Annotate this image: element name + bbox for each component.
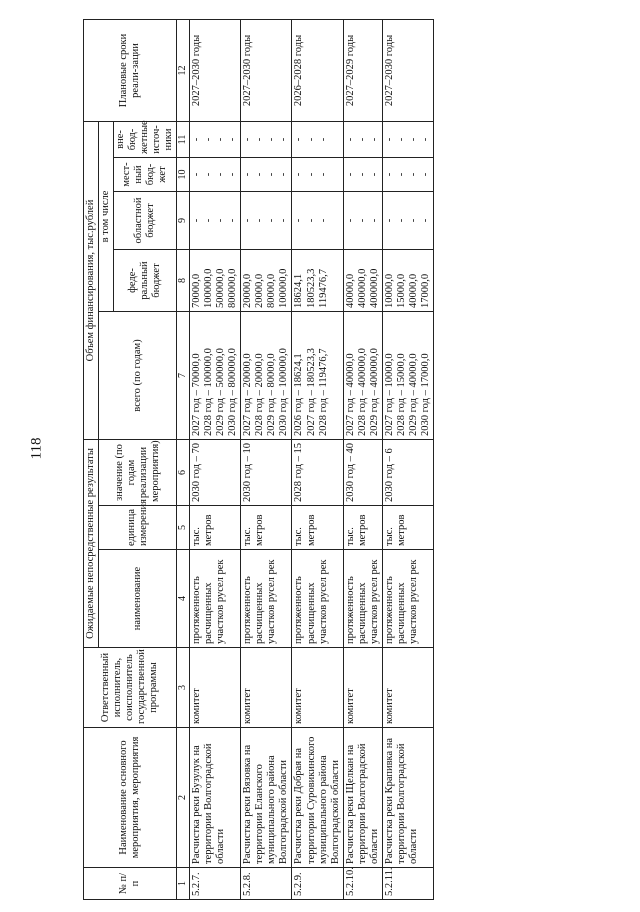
header-incl: в том числе xyxy=(99,121,114,311)
row-total-line: 2028 год – 20000,0 xyxy=(254,353,266,436)
col-number: 9 xyxy=(177,192,190,250)
row-extra xyxy=(382,121,433,157)
row-extra-line: - xyxy=(395,137,407,142)
row-unit: тыс. метров xyxy=(241,506,292,550)
col-number: 2 xyxy=(177,728,190,868)
row-value: 2030 год – 40 xyxy=(343,440,382,506)
row-total-line: 2028 год – 15000,0 xyxy=(395,353,407,436)
table-body xyxy=(189,19,433,899)
header-extra: вне-бюд-жетные источ-ники xyxy=(114,121,177,157)
row-total-line: 2030 год – 100000,0 xyxy=(278,348,290,436)
header-indicator: наименование xyxy=(99,550,177,648)
row-federal-line: 40000,0 xyxy=(408,273,419,308)
header-federal: феде-ральный бюджет xyxy=(114,250,177,312)
row-value: 2030 год – 6 xyxy=(382,440,433,506)
row-extra-line: - xyxy=(278,137,290,142)
rotated-table-area xyxy=(83,20,603,900)
row-federal-line: 80000,0 xyxy=(266,273,278,308)
row-regional-line: - xyxy=(242,218,254,223)
row-regional-line: - xyxy=(305,218,317,223)
row-total-line: 2029 год – 500000,0 xyxy=(215,348,227,436)
row-extra-line: - xyxy=(408,137,419,142)
row-indicator: протяженность расчищенных участков русел рек xyxy=(382,550,433,648)
row-federal-line: 500000,0 xyxy=(215,268,227,308)
row-executor: комитет xyxy=(292,648,343,728)
row-regional xyxy=(382,192,433,250)
row-local xyxy=(343,158,382,192)
row-local-line: - xyxy=(190,172,202,177)
row-local-line: - xyxy=(408,172,419,177)
row-federal xyxy=(382,250,433,312)
row-extra-line: - xyxy=(242,137,254,142)
row-local xyxy=(241,158,292,192)
row-number: 5.2.11. xyxy=(382,868,433,900)
row-local-line: - xyxy=(395,172,407,177)
row-indicator: протяженность расчищенных участков русел рек xyxy=(241,550,292,648)
row-unit: тыс. метров xyxy=(189,506,240,550)
table-row xyxy=(189,19,240,899)
header-executor: Ответственный исполнитель, соисполнитель государственной программы xyxy=(84,648,177,728)
row-indicator: протяженность расчищенных участков русел рек xyxy=(189,550,240,648)
col-number: 11 xyxy=(177,121,190,157)
header-regional: областной бюджет xyxy=(114,192,177,250)
row-indicator: протяженность расчищенных участков русел рек xyxy=(343,550,382,648)
table-row xyxy=(241,19,292,899)
row-value: 2030 год – 10 xyxy=(241,440,292,506)
row-indicator: протяженность расчищенных участков русел рек xyxy=(292,550,343,648)
row-total xyxy=(189,312,240,440)
row-regional xyxy=(241,192,292,250)
row-unit: тыс. метров xyxy=(292,506,343,550)
row-local-line: - xyxy=(368,172,380,177)
col-number: 7 xyxy=(177,312,190,440)
row-total-line: 2029 год – 400000,0 xyxy=(368,348,380,436)
table-row xyxy=(343,19,382,899)
row-term: 2027–2030 годы xyxy=(189,19,240,121)
header-local: мест-ный бюд-жет xyxy=(114,158,177,192)
row-local-line: - xyxy=(305,172,317,177)
col-number: 10 xyxy=(177,158,190,192)
row-total-line: 2030 год – 800000,0 xyxy=(227,348,239,436)
row-regional-line: - xyxy=(203,218,214,223)
row-federal-line: 17000,0 xyxy=(420,273,432,308)
row-regional-line: - xyxy=(344,218,356,223)
row-value: 2030 год – 70 xyxy=(189,440,240,506)
row-number: 5.2.8. xyxy=(241,868,292,900)
row-extra-line: - xyxy=(266,137,278,142)
col-number: 12 xyxy=(177,19,190,121)
row-term: 2027–2030 годы xyxy=(241,19,292,121)
table-row xyxy=(382,19,433,899)
row-extra-line: - xyxy=(215,137,227,142)
col-number: 5 xyxy=(177,506,190,550)
row-local-line: - xyxy=(266,172,278,177)
row-unit: тыс. метров xyxy=(382,506,433,550)
col-number: 8 xyxy=(177,250,190,312)
row-federal-line: 18624,1 xyxy=(293,273,305,308)
row-local-line: - xyxy=(215,172,227,177)
row-executor: комитет xyxy=(241,648,292,728)
row-regional-line: - xyxy=(266,218,278,223)
row-federal-line: 20000,0 xyxy=(242,273,254,308)
row-total-line: 2027 год – 70000,0 xyxy=(190,353,202,436)
row-total xyxy=(292,312,343,440)
col-number: 3 xyxy=(177,648,190,728)
row-local-line: - xyxy=(254,172,266,177)
header-name: Наименование основного мероприятия, мероприятия xyxy=(84,728,177,868)
row-regional-line: - xyxy=(356,218,368,223)
program-table xyxy=(83,19,434,900)
row-extra-line: - xyxy=(203,137,214,142)
row-total-line: 2029 год – 40000,0 xyxy=(408,353,419,436)
row-total xyxy=(382,312,433,440)
row-regional-line: - xyxy=(293,218,305,223)
row-term: 2027–2029 годы xyxy=(343,19,382,121)
row-executor: комитет xyxy=(343,648,382,728)
row-federal-line: 119476,7 xyxy=(317,269,329,308)
row-total-line: 2030 год – 17000,0 xyxy=(420,353,432,436)
row-federal-line: 40000,0 xyxy=(344,273,356,308)
row-federal-line: 180523,3 xyxy=(305,268,317,308)
row-total-line: 2027 год – 20000,0 xyxy=(242,353,254,436)
col-number: 1 xyxy=(177,868,190,900)
row-extra-line: - xyxy=(254,137,266,142)
row-extra-line: - xyxy=(344,137,356,142)
page-number: 118 xyxy=(28,437,45,460)
row-number: 5.2.10. xyxy=(343,868,382,900)
row-unit: тыс. метров xyxy=(343,506,382,550)
row-total-line: 2029 год – 80000,0 xyxy=(266,353,278,436)
row-local-line: - xyxy=(278,172,290,177)
row-local-line: - xyxy=(203,172,214,177)
row-total xyxy=(241,312,292,440)
row-extra-line: - xyxy=(368,137,380,142)
row-local-line: - xyxy=(317,172,329,177)
row-extra-line: - xyxy=(190,137,202,142)
header-total: всего (по годам) xyxy=(99,312,177,440)
row-total-line: 2028 год – 119476,7 xyxy=(317,348,329,436)
row-total-line: 2027 год – 180523,3 xyxy=(305,348,317,436)
row-regional xyxy=(189,192,240,250)
row-local xyxy=(189,158,240,192)
row-local-line: - xyxy=(356,172,368,177)
row-federal-line: 15000,0 xyxy=(395,273,407,308)
header-value: значение (по годам реализации мероприятия) xyxy=(99,440,177,506)
row-extra-line: - xyxy=(317,137,329,142)
row-federal-line: 10000,0 xyxy=(383,273,395,308)
row-value: 2028 год – 15 xyxy=(292,440,343,506)
row-total-line: 2027 год – 10000,0 xyxy=(383,353,395,436)
row-federal-line: 70000,0 xyxy=(190,273,202,308)
row-federal xyxy=(189,250,240,312)
row-federal-line: 800000,0 xyxy=(227,268,239,308)
row-regional-line: - xyxy=(278,218,290,223)
row-total-line: 2027 год – 40000,0 xyxy=(344,353,356,436)
row-name: Расчистка реки Вязовка на территории Еланского муниципального района Волгоградской области xyxy=(241,728,292,868)
row-extra xyxy=(241,121,292,157)
row-federal-line: 400000,0 xyxy=(368,268,380,308)
row-extra-line: - xyxy=(356,137,368,142)
row-name: Расчистка реки Крапивка на территории Волгоградской области xyxy=(382,728,433,868)
row-local xyxy=(292,158,343,192)
row-regional-line: - xyxy=(317,218,329,223)
row-name: Расчистка реки Добрая на территории Суровикинского муниципального района Волгоградской области xyxy=(292,728,343,868)
row-federal-line: 100000,0 xyxy=(203,268,214,308)
row-regional-line: - xyxy=(215,218,227,223)
row-local-line: - xyxy=(242,172,254,177)
row-federal xyxy=(241,250,292,312)
row-regional-line: - xyxy=(254,218,266,223)
header-unit: единица измерения xyxy=(99,506,177,550)
col-number: 4 xyxy=(177,550,190,648)
row-number: 5.2.9. xyxy=(292,868,343,900)
row-total-line: 2026 год – 18624,1 xyxy=(293,353,305,436)
row-federal-line: 400000,0 xyxy=(356,268,368,308)
row-extra-line: - xyxy=(383,137,395,142)
row-name: Расчистка реки Бузулук на территории Волгоградской области xyxy=(189,728,240,868)
row-extra-line: - xyxy=(305,137,317,142)
row-extra-line: - xyxy=(293,137,305,142)
row-federal-line: 100000,0 xyxy=(278,268,290,308)
row-regional xyxy=(343,192,382,250)
col-number: 6 xyxy=(177,440,190,506)
row-total xyxy=(343,312,382,440)
row-regional-line: - xyxy=(408,218,419,223)
row-local-line: - xyxy=(420,172,432,177)
row-extra-line: - xyxy=(420,137,432,142)
row-number: 5.2.7. xyxy=(189,868,240,900)
row-federal-line: 20000,0 xyxy=(254,273,266,308)
row-regional-line: - xyxy=(383,218,395,223)
row-term: 2027–2030 годы xyxy=(382,19,433,121)
row-federal xyxy=(292,250,343,312)
row-regional-line: - xyxy=(190,218,202,223)
row-total-line: 2028 год – 400000,0 xyxy=(356,348,368,436)
row-executor: комитет xyxy=(382,648,433,728)
row-local-line: - xyxy=(383,172,395,177)
row-federal xyxy=(343,250,382,312)
row-extra xyxy=(189,121,240,157)
header-num: № п/п xyxy=(84,868,177,900)
header-term: Плановые сроки реали-зации xyxy=(84,19,177,121)
row-extra-line: - xyxy=(227,137,239,142)
row-local xyxy=(382,158,433,192)
row-local-line: - xyxy=(344,172,356,177)
row-regional-line: - xyxy=(227,218,239,223)
row-regional-line: - xyxy=(420,218,432,223)
row-regional xyxy=(292,192,343,250)
table-row xyxy=(292,19,343,899)
row-term: 2026–2028 годы xyxy=(292,19,343,121)
row-local-line: - xyxy=(227,172,239,177)
header-results-group: Ожидаемые непосредственные результаты xyxy=(84,440,99,648)
row-local-line: - xyxy=(293,172,305,177)
row-name: Расчистка реки Щелкан на территории Волгоградской области xyxy=(343,728,382,868)
row-regional-line: - xyxy=(368,218,380,223)
row-extra xyxy=(292,121,343,157)
row-total-line: 2028 год – 100000,0 xyxy=(203,348,214,436)
header-finance-group: Объем финансирования, тыс.рублей xyxy=(84,121,99,439)
row-executor: комитет xyxy=(189,648,240,728)
row-regional-line: - xyxy=(395,218,407,223)
row-extra xyxy=(343,121,382,157)
